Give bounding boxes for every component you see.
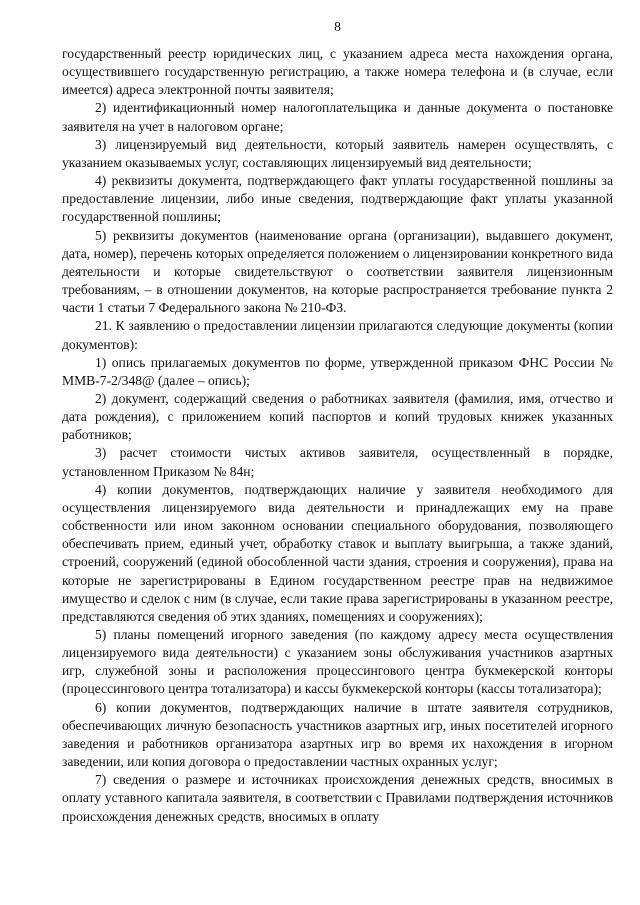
attachment-item-1-inventory: 1) опись прилагаемых документов по форме, утвержденной приказом ФНС России № ММВ-7-2/348@ (далее – опись);	[62, 354, 613, 388]
list-item-3-activity: 3) лицензируемый вид деятельности, который заявитель намерен осуществлять, с указанием оказываемых услуг, составляющих лицензируемый вид деятельности;	[62, 136, 613, 170]
list-item-2-inn: 2) идентификационный номер налогоплательщика и данные документа о постановке заявителя на учет в налоговом органе;	[62, 100, 613, 134]
attachment-item-4-equipment: 4) копии документов, подтверждающих наличие у заявителя необходимого для осуществления лицензируемого вида деятельности и принадлежащих ему на праве собственности или ином законном основании специального оборудования, позволяющего обеспечивать прием, единый учет, обработку ставок и выплату выигрыша, а также зданий, строений, сооружений (единой обособленной части здания, строения и сооружения), права на которые не зарегистрированы в Едином государственном реестре прав на недвижимое имущество и сделок с ним (в случае, если такие права зарегистрированы в указанном реестре, представляются сведения об этих зданиях, помещениях и сооружениях);	[62, 481, 613, 624]
list-item-5-document-details: 5) реквизиты документов (наименование органа (организации), выдавшего документ, дата, номер), перечень которых определяется положением о лицензировании конкретного вида деятельности и которые свидетельствуют о соответствии заявителя лицензионным требованиям, – в отношении документов, на которые распространяется требование пункта 2 части 1 статьи 7 Федерального закона № 210-ФЗ.	[62, 227, 613, 316]
clause-21-heading: 21. К заявлению о предоставлении лицензии прилагаются следующие документы (копии документов):	[62, 318, 613, 352]
attachment-item-6-security-staff: 6) копии документов, подтверждающих наличие в штате заявителя сотрудников, обеспечивающих личную безопасность участников азартных игр, иных посетителей игорного заведения и работников организатора азартных игр во время их нахождения в игорном заведении, или копия договора о предоставлении частных охранных услуг;	[62, 699, 613, 770]
attachment-item-7-funds-sources: 7) сведения о размере и источниках происхождения денежных средств, вносимых в оплату уставного капитала заявителя, в соответствии с Правилами подтверждения источников происхождения денежных средств, вносимых в оплату	[62, 772, 613, 824]
attachment-item-3-net-assets: 3) расчет стоимости чистых активов заявителя, осуществленный в порядке, установленном Приказом № 84н;	[62, 445, 613, 479]
page-number: 8	[334, 19, 341, 34]
list-item-4-duty-payment: 4) реквизиты документа, подтверждающего факт уплаты государственной пошлины за предоставление лицензии, либо иные сведения, подтверждающие факт уплаты указанной государственной пошлины;	[62, 173, 613, 225]
attachment-item-2-employees: 2) документ, содержащий сведения о работниках заявителя (фамилия, имя, отчество и дата рождения), с приложением копий паспортов и копий трудовых книжек указанных работников;	[62, 390, 613, 443]
paragraph-continuation: государственный реестр юридических лиц, с указанием адреса места нахождения органа, осуществившего государственную регистрацию, а также номера телефона и (в случае, если имеется) адреса электронной почты заявителя;	[62, 46, 613, 98]
attachment-item-5-floor-plans: 5) планы помещений игорного заведения (по каждому адресу места осуществления лицензируемого вида деятельности) с указанием зоны обслуживания участников азартных игр, служебной зоны и расположения процессингового центра букмекерской конторы (процессингового центра тотализатора) и кассы букмекерской конторы (кассы тотализатора);	[62, 627, 613, 697]
